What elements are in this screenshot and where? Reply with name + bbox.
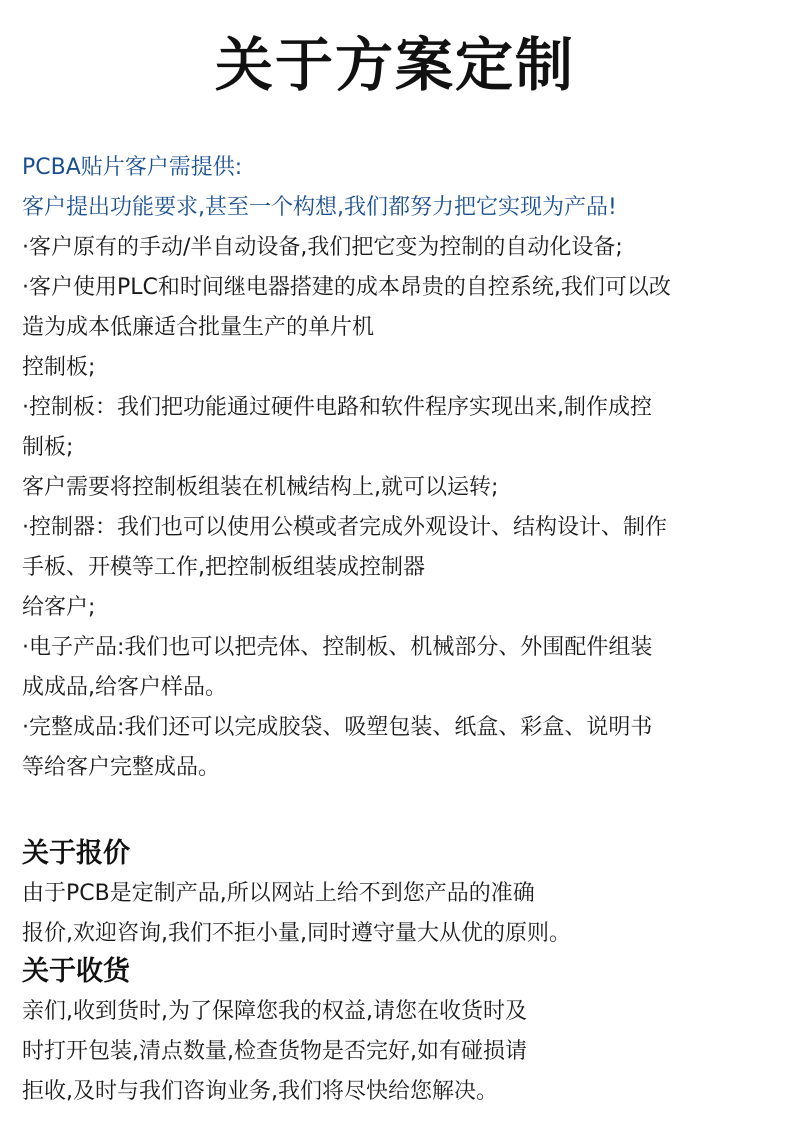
intro-line: 成成品,给客户样品。 bbox=[22, 675, 227, 700]
intro-line: ·控制板：我们把功能通过硬件电路和软件程序实现出来,制作成控 bbox=[22, 395, 652, 420]
quote-section bbox=[22, 834, 768, 954]
quote-heading: 关于报价 bbox=[22, 838, 130, 869]
receipt-line: 拒收,及时与我们咨询业务,我们将尽快给您解决。 bbox=[22, 1079, 498, 1104]
receipt-line: 亲们,收到货时,为了保障您我的权益,请您在收货时及 bbox=[22, 999, 527, 1024]
intro-accent-line: 客户提出功能要求,甚至一个构想,我们都努力把它实现为产品! bbox=[22, 195, 617, 220]
quote-line: 由于PCB是定制产品,所以网站上给不到您产品的准确 bbox=[22, 881, 535, 906]
customization-section bbox=[22, 148, 768, 788]
receipt-heading: 关于收货 bbox=[22, 956, 130, 987]
intro-accent-line: PCBA贴片客户需提供: bbox=[22, 155, 243, 180]
intro-line: ·完整成品:我们还可以完成胶袋、吸塑包装、纸盒、彩盒、说明书 bbox=[22, 715, 653, 740]
receipt-section bbox=[22, 952, 768, 1112]
intro-line: ·客户使用PLC和时间继电器搭建的成本昂贵的自控系统,我们可以改 bbox=[22, 275, 671, 300]
intro-line: 手板、开模等工作,把控制板组装成控制器 bbox=[22, 555, 425, 580]
intro-line: ·控制器：我们也可以使用公模或者完成外观设计、结构设计、制作 bbox=[22, 515, 667, 540]
intro-line: ·电子产品:我们也可以把壳体、控制板、机械部分、外围配件组装 bbox=[22, 635, 653, 660]
page-title: 关于方案定制 bbox=[214, 31, 575, 99]
quote-line: 报价,欢迎咨询,我们不拒小量,同时遵守量大从优的原则。 bbox=[22, 921, 571, 946]
receipt-line: 时打开包装,清点数量,检查货物是否完好,如有碰损请 bbox=[22, 1039, 527, 1064]
intro-line: 造为成本低廉适合批量生产的单片机 bbox=[22, 315, 375, 340]
intro-line: 制板; bbox=[22, 435, 74, 460]
intro-line: 给客户; bbox=[22, 595, 96, 620]
intro-line: ·客户原有的手动/半自动设备,我们把它变为控制的自动化设备; bbox=[22, 235, 623, 260]
intro-line: 等给客户完整成品。 bbox=[22, 755, 221, 780]
intro-line: 控制板; bbox=[22, 355, 96, 380]
intro-line: 客户需要将控制板组装在机械结构上,就可以运转; bbox=[22, 475, 499, 500]
